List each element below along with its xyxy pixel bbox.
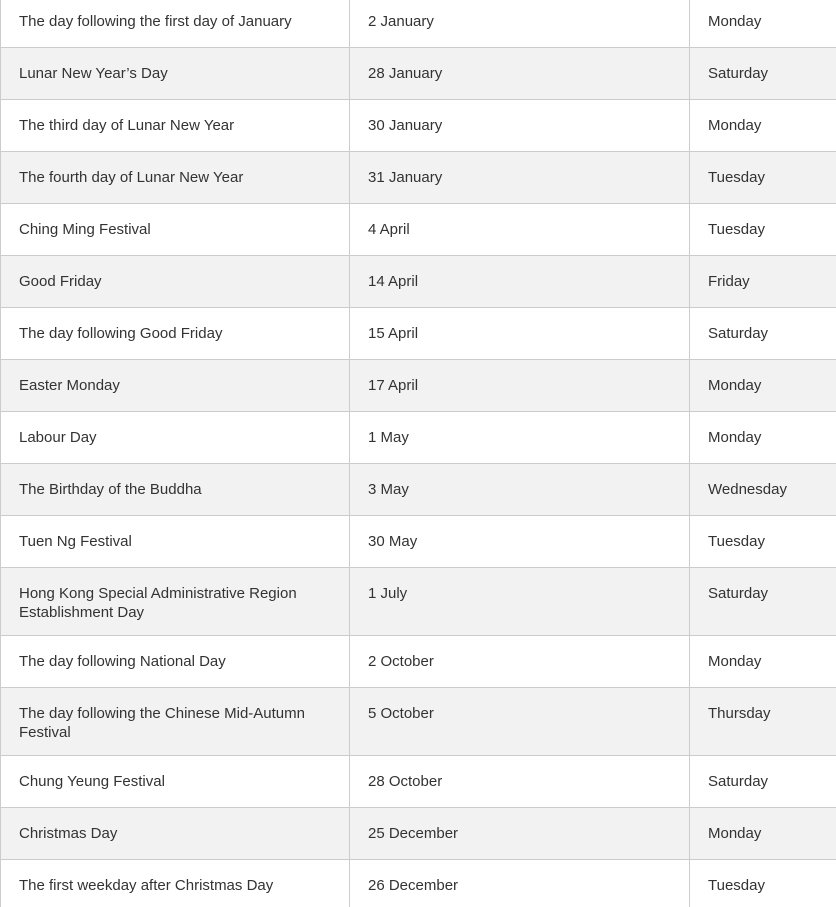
holiday-weekday-cell: Tuesday (690, 516, 836, 568)
table-row (1, 256, 836, 308)
holiday-table-body (1, 0, 836, 907)
holiday-date-cell: 2 October (350, 636, 690, 688)
table-row (1, 48, 836, 100)
holiday-name-cell: The first weekday after Christmas Day (1, 860, 350, 907)
holiday-date-cell: 1 July (350, 568, 690, 636)
holiday-date-cell: 4 April (350, 204, 690, 256)
holiday-weekday-cell: Monday (690, 636, 836, 688)
table-row (1, 464, 836, 516)
holiday-date-cell: 28 January (350, 48, 690, 100)
table-row (1, 860, 836, 907)
holiday-weekday-cell: Friday (690, 256, 836, 308)
holiday-weekday-cell: Tuesday (690, 204, 836, 256)
holiday-name-cell: The day following Good Friday (1, 308, 350, 360)
holiday-date-cell: 5 October (350, 688, 690, 756)
holiday-date-cell: 26 December (350, 860, 690, 907)
holiday-date-cell: 1 May (350, 412, 690, 464)
holiday-date-cell: 14 April (350, 256, 690, 308)
holiday-date-cell: 30 May (350, 516, 690, 568)
holiday-date-cell: 28 October (350, 756, 690, 808)
table-row (1, 100, 836, 152)
table-row (1, 204, 836, 256)
table-row (1, 0, 836, 48)
holiday-weekday-cell: Saturday (690, 756, 836, 808)
holiday-name-cell: Ching Ming Festival (1, 204, 350, 256)
table-row (1, 360, 836, 412)
holiday-name-cell: Hong Kong Special Administrative Region Establishment Day (1, 568, 350, 636)
holiday-weekday-cell: Saturday (690, 568, 836, 636)
holiday-weekday-cell: Monday (690, 808, 836, 860)
holiday-name-cell: The fourth day of Lunar New Year (1, 152, 350, 204)
holiday-name-cell: Christmas Day (1, 808, 350, 860)
holiday-weekday-cell: Tuesday (690, 860, 836, 907)
table-row (1, 808, 836, 860)
holiday-date-cell: 30 January (350, 100, 690, 152)
holiday-name-cell: The day following the Chinese Mid-Autumn Festival (1, 688, 350, 756)
holiday-weekday-cell: Monday (690, 0, 836, 48)
holiday-date-cell: 15 April (350, 308, 690, 360)
table-row (1, 636, 836, 688)
holiday-name-cell: The day following the first day of January (1, 0, 350, 48)
holiday-weekday-cell: Monday (690, 412, 836, 464)
holiday-weekday-cell: Saturday (690, 48, 836, 100)
holiday-name-cell: The Birthday of the Buddha (1, 464, 350, 516)
holiday-name-cell: Tuen Ng Festival (1, 516, 350, 568)
holiday-date-cell: 3 May (350, 464, 690, 516)
holiday-weekday-cell: Monday (690, 360, 836, 412)
table-row (1, 152, 836, 204)
holiday-weekday-cell: Saturday (690, 308, 836, 360)
holiday-weekday-cell: Wednesday (690, 464, 836, 516)
table-row (1, 412, 836, 464)
table-row (1, 756, 836, 808)
holiday-name-cell: The third day of Lunar New Year (1, 100, 350, 152)
holiday-weekday-cell: Tuesday (690, 152, 836, 204)
table-row (1, 308, 836, 360)
holiday-weekday-cell: Thursday (690, 688, 836, 756)
holiday-date-cell: 17 April (350, 360, 690, 412)
holiday-name-cell: Labour Day (1, 412, 350, 464)
table-row (1, 516, 836, 568)
holiday-date-cell: 2 January (350, 0, 690, 48)
table-row (1, 568, 836, 636)
holiday-date-cell: 25 December (350, 808, 690, 860)
holiday-name-cell: The day following National Day (1, 636, 350, 688)
holiday-name-cell: Good Friday (1, 256, 350, 308)
holiday-name-cell: Chung Yeung Festival (1, 756, 350, 808)
holiday-name-cell: Easter Monday (1, 360, 350, 412)
holiday-weekday-cell: Monday (690, 100, 836, 152)
holiday-date-cell: 31 January (350, 152, 690, 204)
holiday-name-cell: Lunar New Year’s Day (1, 48, 350, 100)
table-row (1, 688, 836, 756)
